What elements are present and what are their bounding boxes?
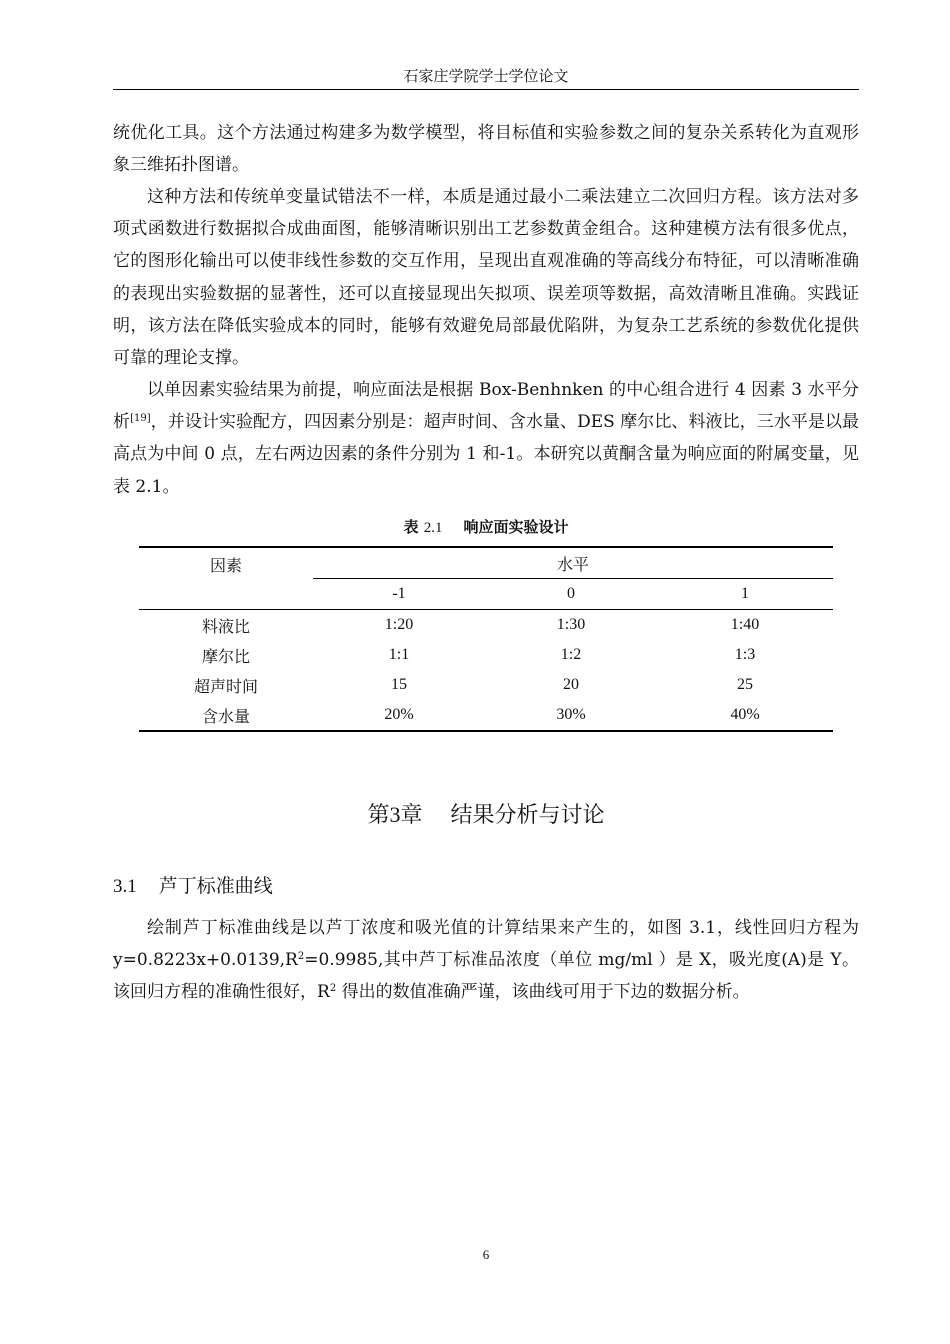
value-cell: 1:2 <box>560 646 582 663</box>
factor-cell: 料液比 <box>139 610 313 641</box>
value-cell: 30% <box>485 700 657 731</box>
value-cell: 1:40 <box>657 610 833 641</box>
level-1: 1 <box>741 585 749 602</box>
level-minus-1: -1 <box>392 585 406 602</box>
value-cell: 40% <box>657 700 833 731</box>
value-cell: 20% <box>313 700 485 731</box>
value-cell: 15 <box>391 676 407 693</box>
chapter-name: 结果分析与讨论 <box>450 803 605 828</box>
table-row <box>139 640 833 670</box>
superscript-2: 2 <box>297 951 305 963</box>
paragraph-design <box>113 374 859 503</box>
curve-text-a: 绘制芦丁标准曲线是以芦丁浓度和吸光值的计算结果来产生的，如图 3.1，线性回归方程为 y=0.8223x+0.0139,R <box>113 918 859 971</box>
paragraph-design-text-a: 以单因素实验结果为前提，响应面法是根据 Box-Benhnken 的中心组合进行 4 因素 3 水平分析 <box>113 380 859 433</box>
value-cell: 1:1 <box>388 646 410 663</box>
table-row <box>139 670 833 700</box>
running-header: 石家庄学院学士学位论文 <box>113 66 859 90</box>
curve-text-b: =0.9985,其中芦丁标准品浓度（单位 mg/ml ）是 X，吸光度(A)是 Y。该回归方程的准确性很好，R <box>113 950 859 1003</box>
paragraph-method: 这种方法和传统单变量试错法不一样，本质是通过最小二乘法建立二次回归方程。该方法对多项式函数进行数据拟合成曲面图，能够清晰识别出工艺参数黄金组合。这种建模方法有很多优点，它的图形化输出可以使非线性参数的交互作用，呈现出直观准确的等高线分布特征，可以清晰准确的表现出实验数据的显著性，还可以直接显现出矢拟项、误差项等数据，高效清晰且准确。实践证明，该方法在降低实验成本的同时，能够有效避免局部最优陷阱，为复杂工艺系统的参数优化提供可靠的理论支撑。 <box>113 187 859 369</box>
chapter-title <box>113 800 859 831</box>
table-header-row <box>139 547 833 579</box>
experiment-design-table <box>139 546 833 732</box>
chapter-suffix: 章 <box>400 803 423 828</box>
table-row <box>139 610 833 641</box>
factor-cell: 摩尔比 <box>201 648 250 666</box>
factor-cell: 超声时间 <box>193 678 258 696</box>
paragraph-design-text-b: ，并设计实验配方，四因素分别是：超声时间、含水量、DES 摩尔比、料液比，三水平是以最高点为中间 0 点，左右两边因素的条件分别为 1 和-1。本研究以黄酮含量为响应面的附属变量，见表 2.1。 <box>113 412 859 497</box>
table-caption <box>113 517 859 538</box>
factor-cell: 含水量 <box>139 700 313 731</box>
value-cell: 25 <box>737 676 753 693</box>
table-caption-title: 响应面实验设计 <box>463 518 569 536</box>
paragraph-continued: 统优化工具。这个方法通过构建多为数学模型，将目标值和实验参数之间的复杂关系转化为直观形象三维拓扑图谱。 <box>113 123 859 176</box>
paragraph-standard-curve <box>113 912 859 1009</box>
section-number: 3.1 <box>113 876 137 897</box>
table-caption-prefix: 表 <box>403 518 419 536</box>
table-row <box>139 700 833 731</box>
value-cell: 20 <box>563 676 579 693</box>
section-name: 芦丁标准曲线 <box>158 875 273 897</box>
value-cell: 1:20 <box>313 610 485 641</box>
factor-header: 因素 <box>139 547 313 610</box>
section-title <box>113 872 859 901</box>
value-cell: 1:3 <box>734 646 756 663</box>
chapter-number: 3 <box>389 802 401 827</box>
page-number: 6 <box>482 1247 490 1262</box>
table-caption-number: 2.1 <box>423 520 443 536</box>
superscript-2: 2 <box>329 983 337 995</box>
chapter-prefix: 第 <box>367 803 390 828</box>
value-cell: 1:30 <box>485 610 657 641</box>
level-header: 水平 <box>313 547 833 579</box>
curve-text-c: 得出的数值准确严谨，该曲线可用于下边的数据分析。 <box>336 982 750 1003</box>
level-0: 0 <box>567 585 575 602</box>
citation-19: [19] <box>130 413 151 425</box>
